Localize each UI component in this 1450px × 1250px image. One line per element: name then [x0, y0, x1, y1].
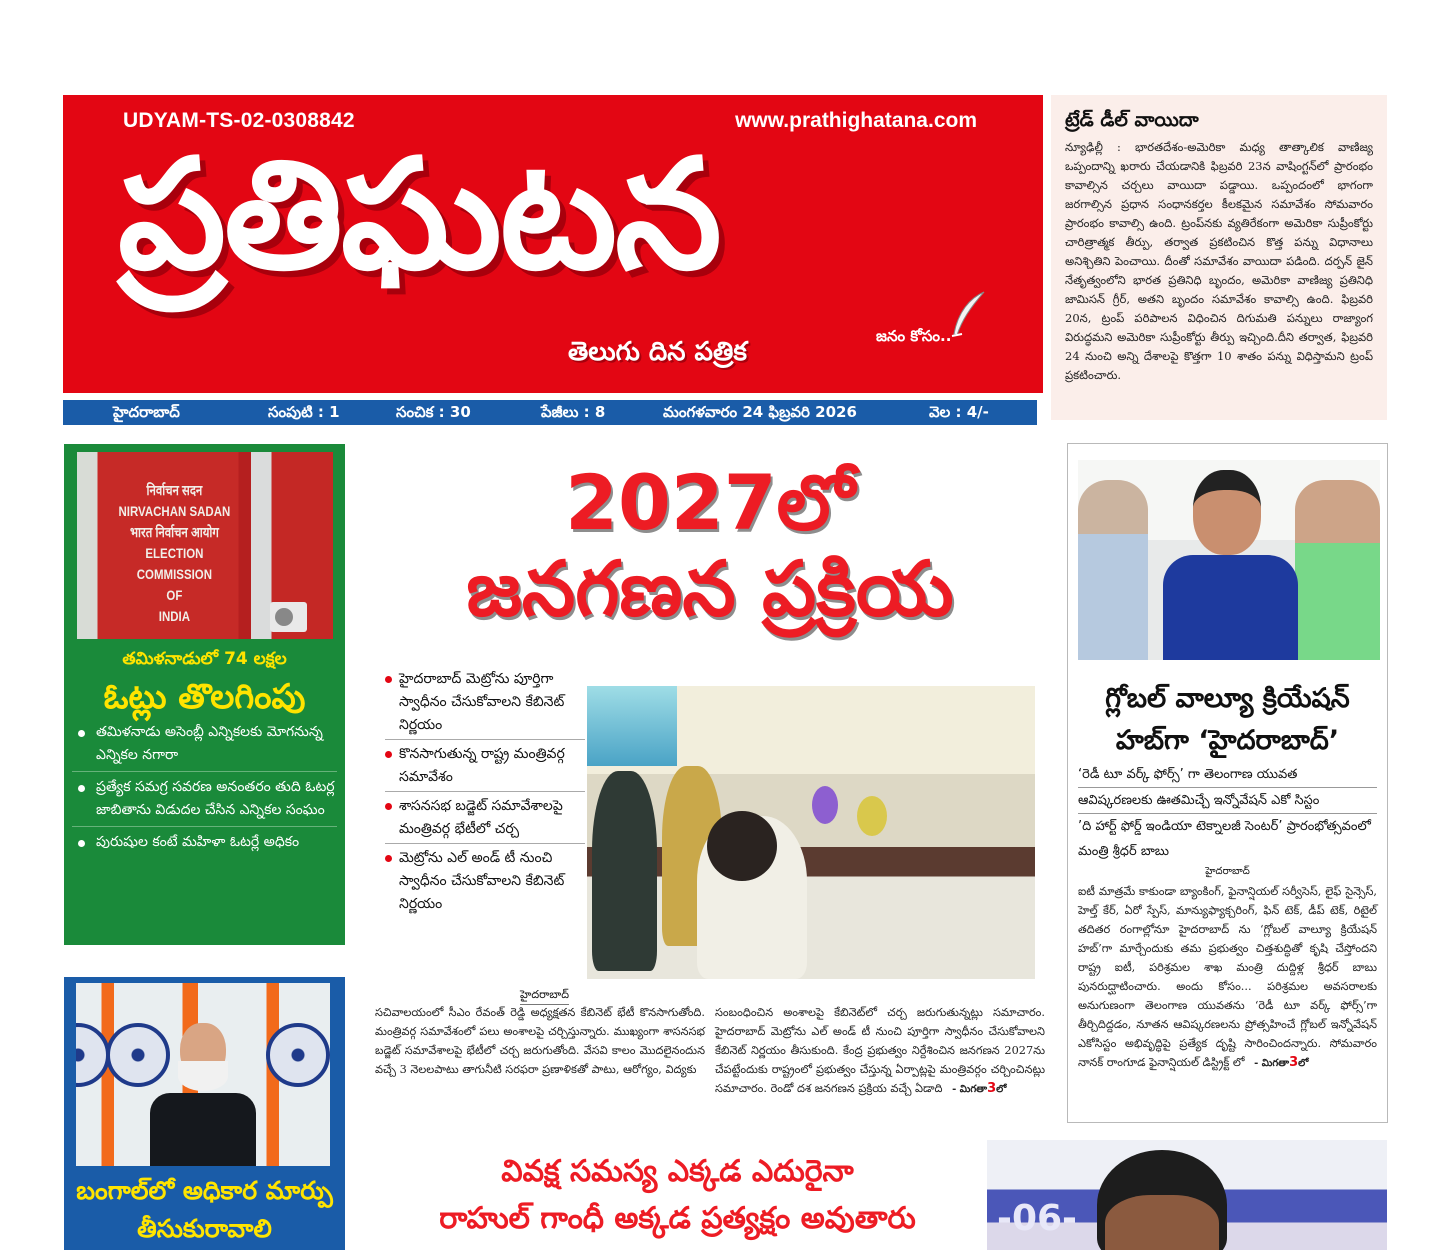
story-kicker: తమిళనాడులో 74 లక్షల	[122, 649, 287, 669]
story-body: ఐటీ మాత్రమే కాకుండా బ్యాంకింగ్, ఫైనాన్షియల్ సర్వీసెస్, లైఫ్ సైన్సెస్, హెల్త్ కేర్, ఏరో స్పేస్, మాన్యుఫ్యాక్చరింగ్, ఫిన్ టెక్, డీప్ టెక్, రిటైల్ తదితర రంగాల్లోనూ హైదరాబాద్ ను ‘గ్లోబల్ వాల్యూ క్రియేషన్ హబ్’గా మార్చేందుకు తమ ప్రభుత్వం చిత్తశుద్ధితో కృషి చేస్తోందని రాష్ట్ర ఐటీ, పరిశ్రమల శాఖ మంత్రి దుద్దిళ్ల శ్రీధర్ బాబు పునరుద్ఘాటించారు. అందు కోసం... పరిశ్రమల అవసరాలకు అనుగుణంగా తెలంగాణ యువతను ‘రెడీ టూ వర్క్ ఫోర్స్’గా తీర్చిదిద్దడం, నూతన ఆవిష్కరణలను ప్రోత్సహించే గ్లోబల్ ఇన్నోవేషన్ ఎకోసిస్టం అభివృద్ధిపై ప్రత్యేక దృష్టి సారించిందన్నారు. సోమవారం నానక్ రాంగూడ ఫైనాన్షియల్ డిస్ట్రిక్ట్ లో - మిగతా3లో	[1078, 885, 1377, 1070]
story-subhead: ఆవిష్కరణలకు ఊతమిచ్చే ఇన్నోవేషన్ ఎకో సిస్టం	[1078, 788, 1377, 814]
story-headline: గ్లోబల్ వాల్యూ క్రియేషన్ హబ్‌గా ‘హైదరాబాద్’	[1105, 683, 1350, 756]
lead-bullets	[385, 668, 585, 921]
display-screen	[587, 686, 677, 766]
lead-dateline: హైదరాబాద్	[520, 988, 569, 1005]
story-headline: ఓట్లు తొలగింపు	[103, 677, 306, 717]
lead-headline[interactable]: 2027లో జనగణన ప్రక్రియ	[466, 458, 954, 633]
bullet-item: తమిళనాడు అసెంబ్లీ ఎన్నికలకు మోగనున్న ఎన్నికల నగారా	[72, 721, 337, 772]
registration-number: UDYAM-TS-02-0308842	[123, 109, 355, 132]
bullet-item: ప్రత్యేక సమగ్ర సవరణ అనంతరం తుది ఓటర్ల జాబితాను విడుదల చేసిన ఎన్నికల సంఘం	[72, 776, 337, 827]
building-sign: निर्वाचन सदन NIRVACHAN SADAN भारत निर्वाचन आयोग ELECTION COMMISSION OF INDIA	[118, 482, 231, 624]
edition-info-bar	[63, 400, 1037, 425]
speaker-figure	[138, 1023, 268, 1166]
continued-on-page-link[interactable]: - మిగతా3లో	[952, 1081, 1007, 1096]
story-bullets	[72, 721, 337, 858]
page-count: పేజీలు : 8	[541, 403, 606, 421]
minister-photo	[1078, 460, 1380, 660]
pm-photo	[76, 983, 330, 1166]
lead-body-column-1: సచివాలయంలో సీఎం రేవంత్ రెడ్డి అధ్యక్షతన కేబినెట్ భేటీ కొనసాగుతోంది. మంత్రివర్గ సమావేశంలో పలు అంశాలపై చర్చిస్తున్నారు. ముఖ్యంగా శాసనసభ బడ్జెట్ సమావేశాలపై భేటీలో చర్చ జరుగుతోంది. వేసవి కాలం మొదలైనందున వచ్చే 3 నెలలపాటు తాగునీటి సరఫరా ప్రణాళికతో పాటు, ఆరోగ్యం, విద్యకు	[375, 1006, 705, 1076]
story-headline: బంగాల్‌లో అధికార మార్పు తీసుకురావాలి	[76, 1176, 333, 1243]
masthead	[63, 95, 1043, 393]
lead-body-column-2: సంబంధించిన అంశాలపై కేబినెట్‌లో చర్చ జరుగుతున్నట్లు సమాచారం. హైదరాబాద్ మెట్రోను ఎల్ అండ్ టీ నుంచి పూర్తిగా స్వాధీనం చేసుకోవాలని కేబినెట్ నిర్ణయం తీసుకుంది. కేంద్ర ప్రభుత్వం నిర్దేశించిన జనగణన 2027ను చేపట్టేందుకు రాష్ట్రంలో ప్రభుత్వం చేస్తున్న ఏర్పాట్లపై మంత్రివర్గం చర్చించినట్లు సమాచారం. రెండో దశ జనగణన ప్రక్రియ వచ్చే ఏడాది - మిగతా3లో	[715, 1006, 1045, 1096]
motto: జనం కోసం..	[876, 327, 952, 345]
rahul-gandhi-headline[interactable]: వివక్ష సమస్య ఎక్కడ ఎదురైనా రాహుల్ గాంధీ అక్కడ ప్రత్యక్షం అవుతారు	[439, 1154, 916, 1236]
quill-pen-icon	[948, 290, 988, 340]
tagline: తెలుగు దిన పత్రిక	[568, 337, 747, 367]
story-subhead: ’ది హార్ట్ ఫోర్డ్ ఇండియా టెక్నాలజీ సెంటర్’ ప్రారంభోత్సవంలో మంత్రి శ్రీధర్ బాబు	[1078, 819, 1371, 859]
brief-body: న్యూఢిల్లీ : భారతదేశం-అమెరికా మధ్య తాత్కాలిక వాణిజ్య ఒప్పందాన్ని ఖరారు చేయడానికి ఫిబ్రవరి 23న వాషింగ్టన్‌లో ప్రారంభం కావాల్సిన చర్చలు వాయిదా పడ్డాయి. ఒప్పందంలో భాగంగా జరగాల్సిన ప్రధాన సంధానకర్తల కీలకమైన సమావేశం సోమవారం ప్రారంభం కావాల్సి ఉంది. ట్రంప్‌నకు వ్యతిరేకంగా అమెరికా సుప్రీంకోర్టు చారిత్రాత్మక తీర్పు, తర్వాత ప్రకటించిన కొత్త పన్ను విధానాలు అనిశ్చితిని పెంచాయి. దీంతో సమావేశం వాయిదా పడింది. దర్పన్ జైన్ నేతృత్వంలోని భారత ప్రతినిధి బృందం, అమెరికా వాణిజ్య ప్రతినిధి జామిసన్ గ్రీర్, అతని బృందం సమావేశం కావాల్సి ఉంది. ఫిబ్రవరి 20న, ట్రంప్ పరిపాలన విధించిన దిగుమతి పన్నులు రాజ్యాంగ విరుద్ధమని అమెరికా సుప్రీంకోర్టు తీర్పు ఇచ్చింది.దీని తర్వాత, ఫిబ్రవరి 24 నుంచి అన్ని దేశాలపై కొత్తగా 10 శాతం పన్ను విధిస్తామని ట్రంప్ ప్రకటించారు.	[1065, 140, 1373, 382]
story-subhead: ‘రెడీ టూ వర్క్ ఫోర్స్’ గా తెలంగాణ యువత	[1078, 762, 1377, 788]
issue-number: సంచిక : 30	[396, 403, 471, 421]
bullet-item: కొనసాగుతున్న రాష్ట్ర మంత్రివర్గ సమావేశం	[385, 743, 585, 792]
story-dateline: హైదరాబాద్	[1205, 866, 1250, 877]
brief-headline: ట్రేడ్ డీల్ వాయిదా	[1065, 109, 1199, 131]
bullet-item: పురుషుల కంటే మహిళా ఓటర్లే అధికం	[72, 831, 337, 858]
website-link[interactable]: www.prathighatana.com	[735, 109, 977, 132]
bullet-item: హైదరాబాద్ మెట్రోను పూర్తిగా స్వాధీనం చేసుకోవాలని కేబినెట్ నిర్ణయం	[385, 668, 585, 740]
politician-photo: -06-	[987, 1140, 1387, 1250]
bengal-story[interactable]	[64, 977, 345, 1250]
newspaper-title: ప్రతిఘటన	[118, 126, 720, 303]
election-commission-photo	[77, 452, 333, 639]
bullet-item: మెట్రోను ఎల్ అండ్ టీ నుంచి స్వాధీనం చేసుకోవాలని కేబినెట్ నిర్ణయం	[385, 847, 585, 918]
global-value-creation-story[interactable]	[1067, 443, 1388, 1123]
cabinet-meeting-photo	[587, 686, 1035, 979]
price: వెల : 4/-	[929, 403, 989, 421]
edition-date: మంగళవారం 24 ఫిబ్రవరి 2026	[663, 403, 857, 421]
volume-number: సంపుటి : 1	[268, 403, 340, 421]
trade-deal-brief	[1051, 95, 1387, 420]
continued-on-page-link[interactable]: - మిగతా3లో	[1254, 1055, 1309, 1070]
edition-city: హైదరాబాద్	[113, 403, 180, 421]
ashoka-chakra-icon	[266, 1023, 330, 1087]
bullet-item: శాసనసభ బడ్జెట్ సమావేశాలపై మంత్రివర్గ భేటీలో చర్చ	[385, 795, 585, 844]
ac-unit	[270, 602, 307, 632]
ashoka-chakra-icon	[76, 1023, 110, 1087]
minister-figure	[1163, 470, 1298, 660]
tamil-nadu-voters-story[interactable]	[64, 444, 345, 945]
